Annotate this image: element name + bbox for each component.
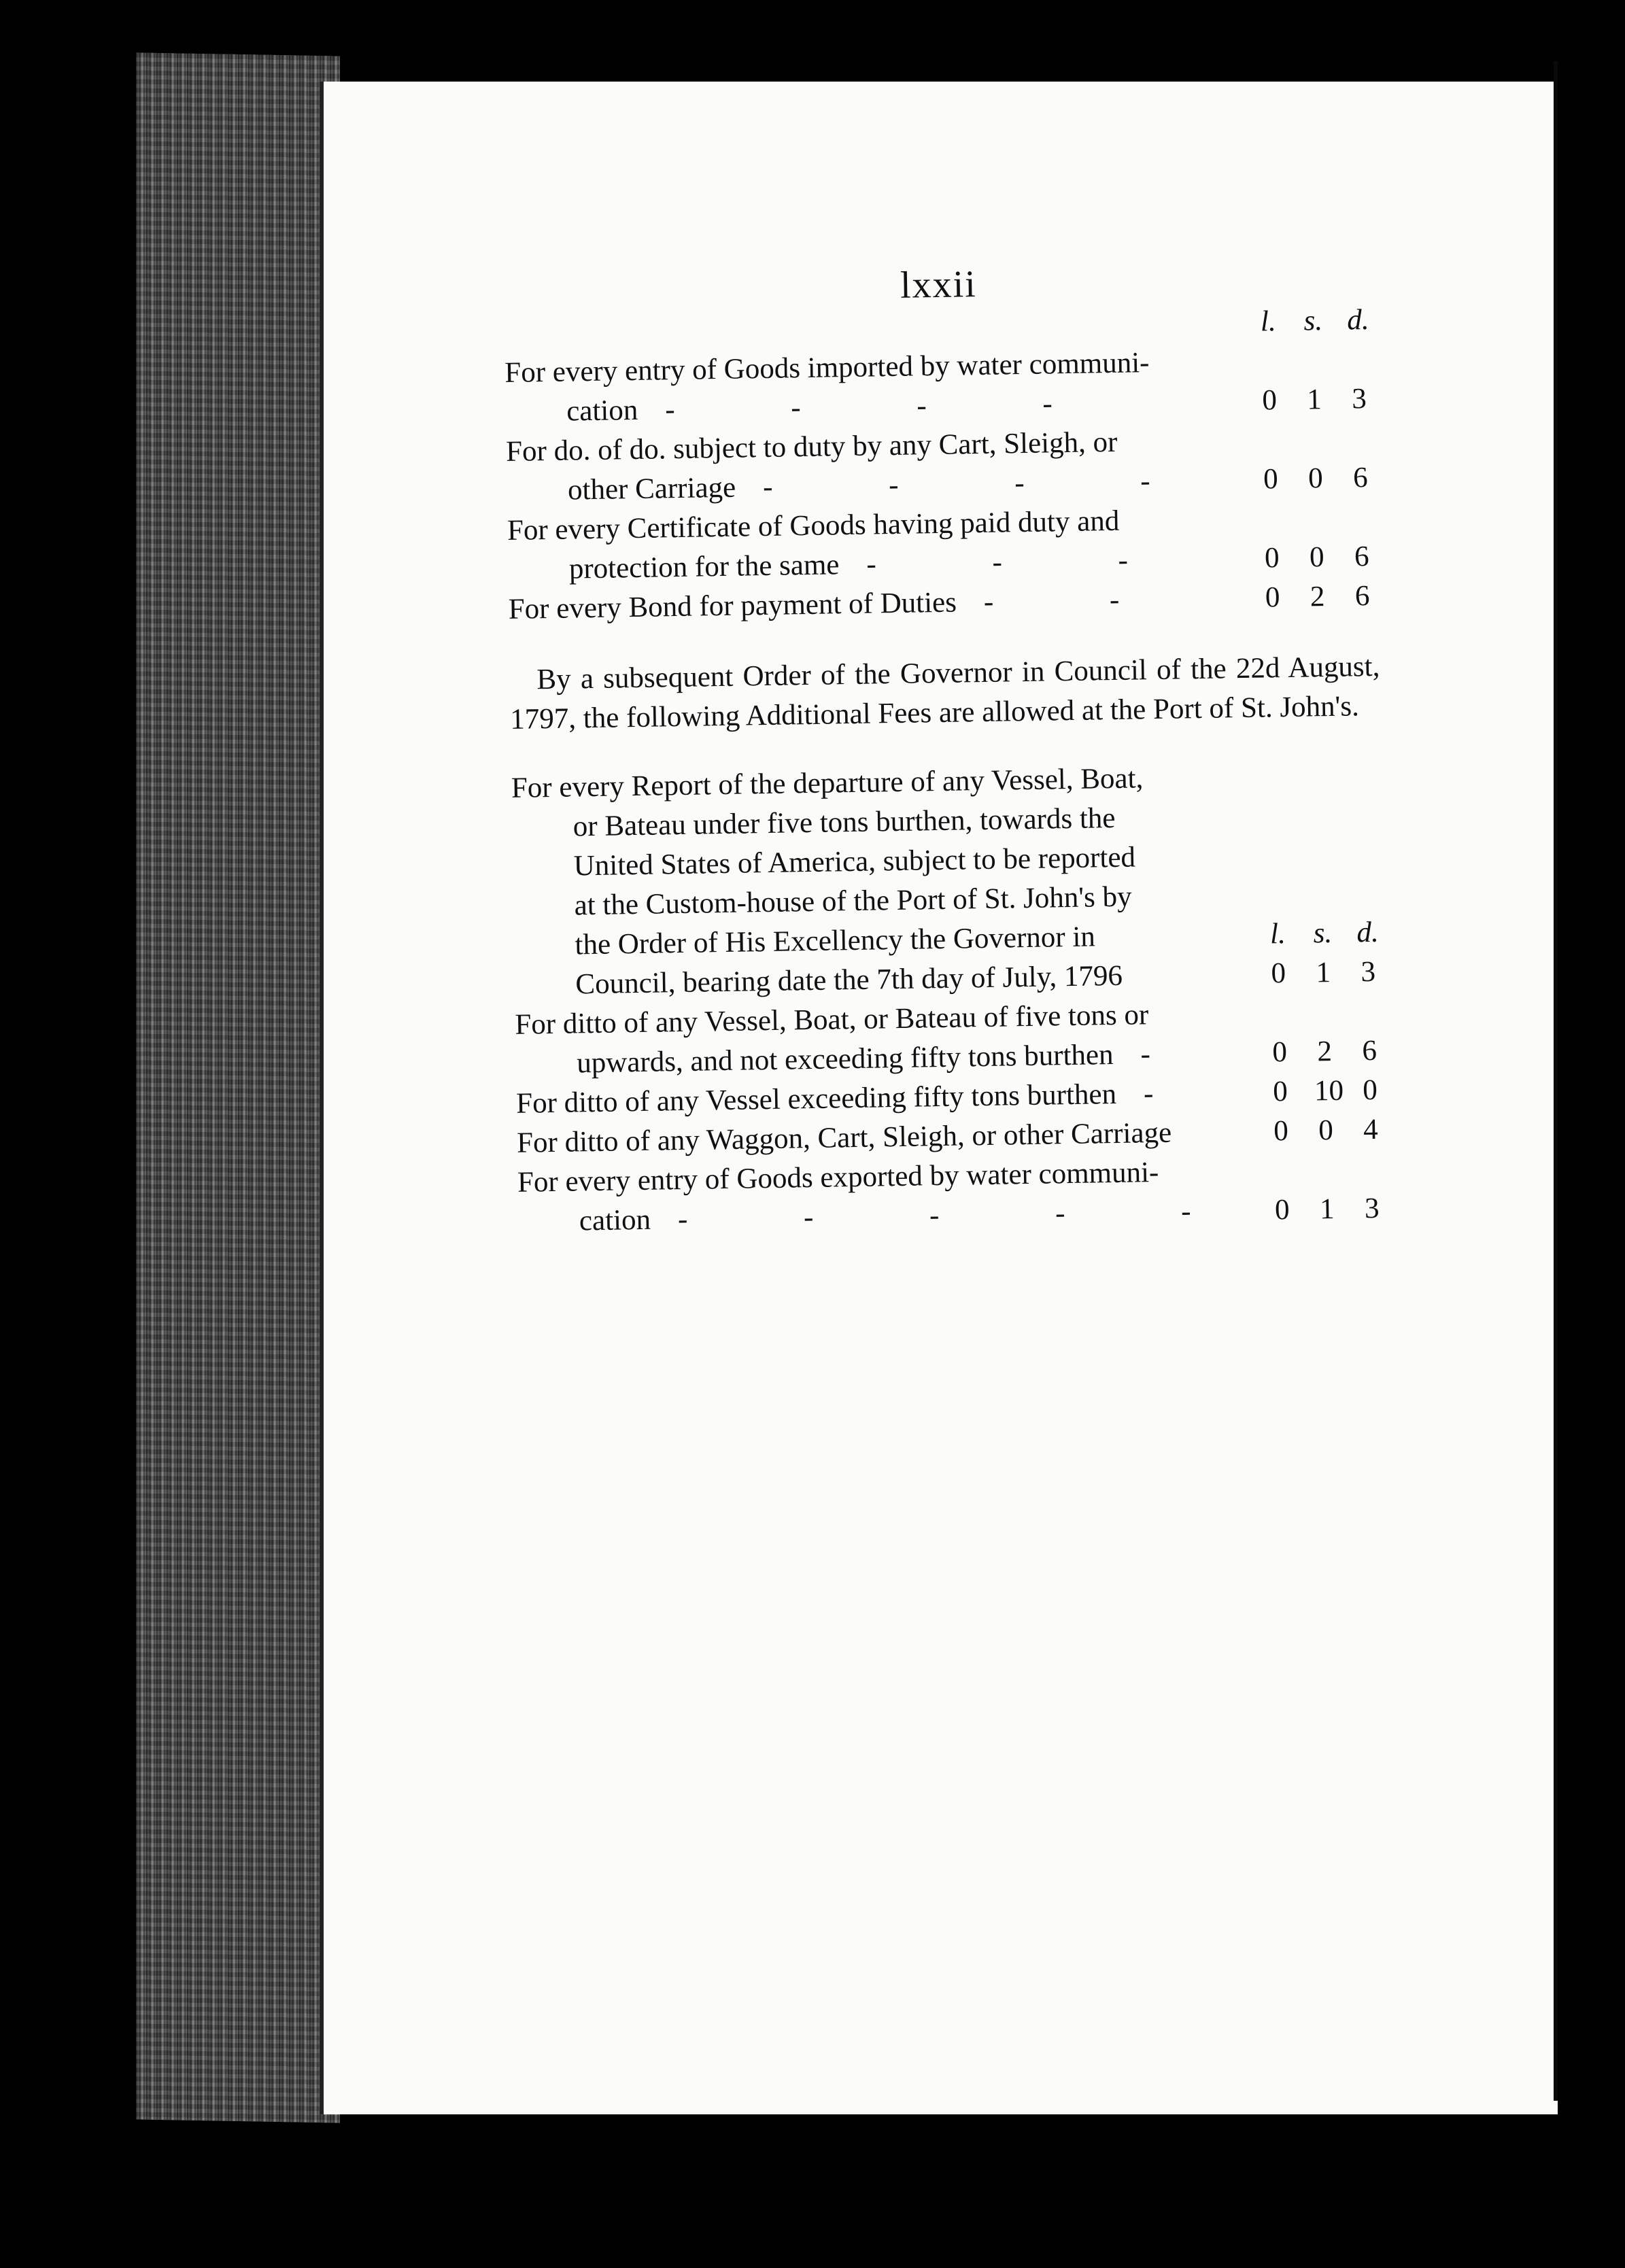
leader-dashes: - - - — [866, 543, 1183, 581]
entry-text: For every entry of Goods imported by water communi- — [504, 347, 1150, 389]
pounds-value: 0 — [1261, 384, 1278, 417]
entry-text: For every Bond for payment of Duties — [508, 586, 957, 625]
pence-value: 4 — [1363, 1113, 1379, 1146]
order-paragraph: By a subsequent Order of the Governor in Council of the 22d August, 1797, the following Additional Fees are allowed at the Port of St. John's. — [509, 650, 1380, 736]
entry-text: For every Report of the departure of any Vessel, Boat, — [511, 762, 1144, 804]
pence-value: 3 — [1351, 383, 1367, 415]
book-page-edges — [136, 52, 340, 2123]
fee-entry — [515, 992, 1386, 1084]
currency-column-header — [1267, 913, 1379, 955]
pounds-value: 0 — [1263, 463, 1279, 496]
fee-amount — [1236, 537, 1378, 579]
shillings-value: 10 — [1314, 1074, 1344, 1107]
fee-amount — [1244, 1031, 1386, 1073]
pence-value: 6 — [1354, 580, 1370, 613]
page-content — [503, 258, 1388, 1242]
shillings-value: 1 — [1316, 957, 1331, 989]
pounds-value: 0 — [1265, 581, 1280, 614]
shillings-value: 2 — [1317, 1035, 1333, 1068]
entry-continuation: other Carriage — [567, 471, 736, 506]
fee-amount — [1237, 577, 1379, 618]
shillings-value: 2 — [1310, 581, 1325, 613]
fee-amount — [1234, 379, 1376, 421]
shillings-header: s. — [1303, 305, 1323, 337]
shillings-header: s. — [1313, 916, 1333, 950]
entry-continuation: United States of America, subject to be reported — [573, 841, 1136, 882]
pounds-header: l. — [1260, 305, 1276, 338]
leader-dashes: - — [1143, 1076, 1208, 1110]
pence-header: d. — [1356, 916, 1380, 949]
fee-entry — [517, 1150, 1389, 1242]
leader-dashes: - - - - — [762, 464, 1205, 504]
entry-continuation: cation — [566, 394, 638, 428]
entry-continuation: upwards, and not exceeding fifty tons burthen — [576, 1039, 1114, 1080]
pence-header: d. — [1346, 304, 1369, 337]
scan-border — [1558, 0, 1625, 2268]
leader-dashes: - - — [983, 583, 1174, 618]
fee-amount — [1235, 458, 1377, 500]
shillings-value: 1 — [1319, 1192, 1335, 1226]
shillings-value: 0 — [1309, 541, 1324, 574]
entry-text: For every entry of Goods exported by water communi- — [517, 1156, 1159, 1199]
fee-amount — [1246, 1110, 1388, 1152]
fee-amount — [1245, 1071, 1387, 1112]
pounds-value: 0 — [1272, 1036, 1288, 1069]
shillings-value: 1 — [1306, 383, 1322, 416]
pounds-value: 0 — [1271, 957, 1286, 990]
fee-entry — [506, 419, 1378, 511]
entry-text: For ditto of any Vessel exceeding fifty tons burthen — [515, 1078, 1117, 1120]
fee-entry — [507, 498, 1379, 590]
entry-text: For every Certificate of Goods having paid duty and — [507, 504, 1120, 547]
leader-dashes: - - - - - — [677, 1195, 1246, 1236]
pence-value: 0 — [1362, 1073, 1378, 1107]
pence-value: 3 — [1364, 1192, 1380, 1225]
pence-value: 6 — [1354, 540, 1369, 573]
fee-amount — [1242, 913, 1385, 994]
entry-continuation: the Order of His Excellency the Governor in — [575, 921, 1096, 961]
entry-text: For ditto of any Vessel, Boat, or Bateau of five tons or — [515, 999, 1149, 1041]
page-number: lxxii — [900, 263, 978, 307]
pence-value: 6 — [1352, 462, 1369, 494]
shillings-value: 0 — [1318, 1114, 1334, 1147]
pounds-value: 0 — [1274, 1194, 1290, 1226]
entry-continuation: protection for the same — [568, 549, 840, 585]
pence-value: 3 — [1361, 955, 1376, 989]
shillings-value: 0 — [1307, 462, 1324, 495]
fee-entry — [511, 755, 1384, 1006]
pounds-value: 0 — [1264, 542, 1280, 574]
pounds-value: 0 — [1273, 1115, 1289, 1148]
entry-continuation: cation — [579, 1203, 651, 1237]
fee-entry — [504, 340, 1376, 432]
leader-dashes: - - - - — [664, 387, 1108, 426]
entry-continuation: at the Custom-house of the Port of St. John's by — [574, 880, 1132, 922]
leader-dashes: - — [1140, 1037, 1205, 1071]
fee-amount — [1246, 1189, 1388, 1231]
entry-continuation: Council, bearing date the 7th day of July, 1796 — [575, 959, 1123, 1001]
entry-text: For ditto of any Waggon, Cart, Sleigh, or other Carriage — [516, 1116, 1172, 1159]
pence-value: 6 — [1362, 1034, 1378, 1067]
entry-continuation: or Bateau under five tons burthen, towards the — [572, 802, 1116, 843]
pounds-header: l. — [1269, 918, 1286, 950]
pounds-value: 0 — [1272, 1076, 1288, 1108]
entry-text: For do. of do. subject to duty by any Cart, Sleigh, or — [505, 426, 1118, 468]
